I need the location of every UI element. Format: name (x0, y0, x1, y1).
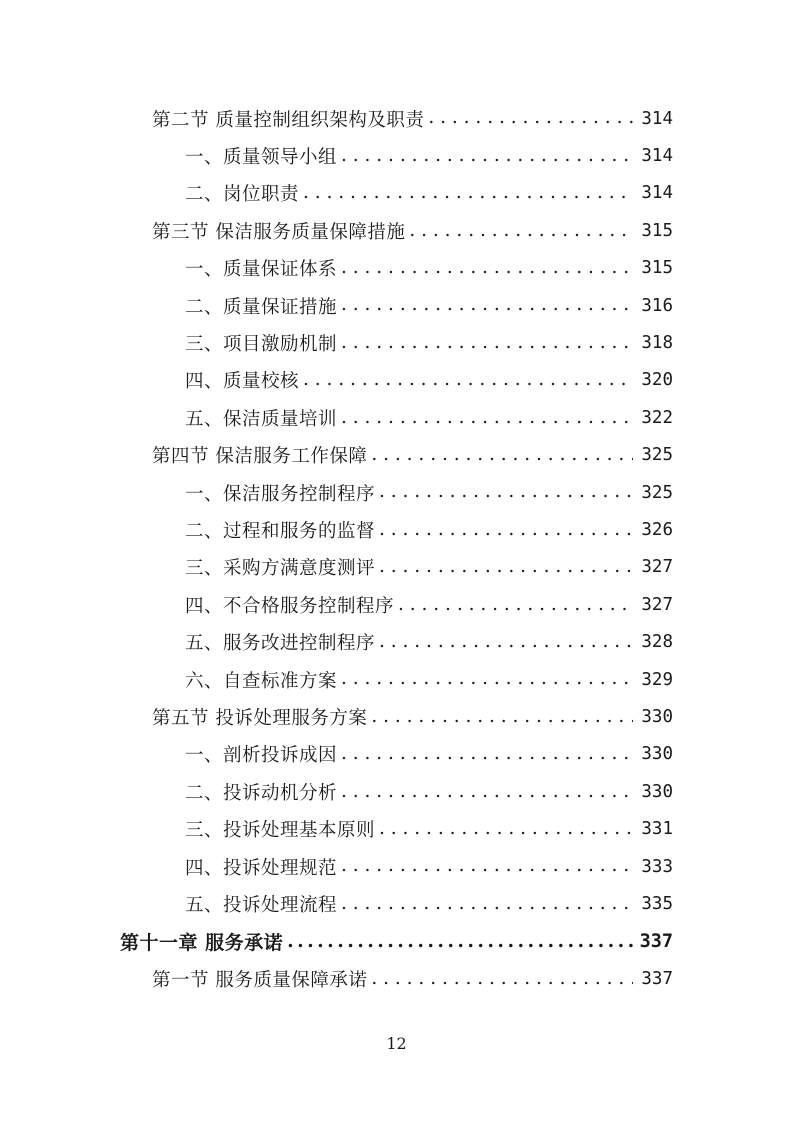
toc-entry-page: 329 (641, 669, 673, 690)
toc-entry-title: 一、质量保证体系 (185, 259, 338, 281)
toc-entry-title: 三、采购方满意度测评 (185, 558, 376, 580)
toc-entry-page: 325 (641, 482, 673, 503)
toc-leader-dots (371, 444, 633, 466)
toc-leader-dots (287, 930, 633, 953)
toc-entry[interactable] (185, 362, 673, 399)
toc-entry-title: 第十一章 服务承诺 (120, 931, 284, 954)
toc-leader-dots (398, 594, 633, 616)
toc-leader-dots (341, 743, 633, 765)
toc-leader-dots (409, 220, 633, 242)
toc-entry-title: 第三节 保洁服务质量保障措施 (152, 221, 406, 243)
toc-entry[interactable] (185, 324, 673, 361)
toc-leader-dots (341, 893, 633, 915)
toc-leader-dots (303, 182, 633, 204)
toc-entry[interactable] (185, 287, 673, 324)
toc-entry-page: 330 (641, 706, 673, 727)
toc-entry[interactable] (185, 250, 673, 287)
toc-entry-title: 一、剖析投诉成因 (185, 745, 338, 767)
toc-entry-title: 四、投诉处理规范 (185, 857, 338, 879)
toc-leader-dots (371, 968, 633, 990)
toc-entry-title: 一、质量领导小组 (185, 146, 338, 168)
toc-entry[interactable] (185, 586, 673, 623)
toc-entry-page: 337 (639, 930, 673, 952)
toc-leader-dots (341, 257, 633, 279)
toc-entry-page: 335 (641, 893, 673, 914)
toc-entry-page: 322 (641, 407, 673, 428)
toc-entry-page: 331 (641, 819, 673, 840)
toc-entry-page: 333 (641, 856, 673, 877)
toc-entry-page: 325 (641, 445, 673, 466)
toc-leader-dots (379, 818, 633, 840)
toc-entry-title: 四、质量校核 (185, 371, 300, 393)
toc-entry-title: 第五节 投诉处理服务方案 (152, 707, 368, 729)
toc-leader-dots (303, 369, 633, 391)
toc-leader-dots (341, 145, 633, 167)
toc-entry-page: 315 (641, 258, 673, 279)
toc-entry-page: 327 (641, 557, 673, 578)
toc-entry-page: 315 (641, 220, 673, 241)
toc-entry-title: 二、质量保证措施 (185, 296, 338, 318)
toc-leader-dots (371, 706, 633, 728)
toc-entry[interactable] (185, 885, 673, 922)
toc-leader-dots (341, 668, 633, 690)
toc-entry-title: 三、投诉处理基本原则 (185, 820, 376, 842)
toc-entry-page: 318 (641, 332, 673, 353)
toc-entry-title: 一、保洁服务控制程序 (185, 483, 376, 505)
toc-entry-page: 314 (641, 145, 673, 166)
toc-leader-dots (379, 519, 633, 541)
toc-entry-page: 326 (641, 519, 673, 540)
toc-entry-title: 二、过程和服务的监督 (185, 520, 376, 542)
toc-entry-title: 五、服务改进控制程序 (185, 633, 376, 655)
toc-entry[interactable] (185, 474, 673, 511)
toc-entry-title: 第一节 服务质量保障承诺 (152, 969, 368, 991)
toc-leader-dots (428, 107, 633, 129)
toc-entry-title: 六、自查标准方案 (185, 670, 338, 692)
page-number: 12 (386, 1034, 407, 1053)
toc-entry-page: 330 (641, 781, 673, 802)
toc-entry-title: 第二节 质量控制组织架构及职责 (152, 109, 425, 131)
toc-leader-dots (379, 481, 633, 503)
toc-entry-page: 330 (641, 744, 673, 765)
toc-entry-page: 337 (641, 968, 673, 989)
toc-entry-title: 五、保洁质量培训 (185, 408, 338, 430)
toc-entry-title: 第四节 保洁服务工作保障 (152, 446, 368, 468)
toc-entry-page: 314 (641, 108, 673, 129)
toc-leader-dots (341, 855, 633, 877)
toc-entry[interactable] (152, 960, 673, 997)
toc-leader-dots (341, 407, 633, 429)
toc-entry[interactable] (185, 848, 673, 885)
toc-entry[interactable] (185, 399, 673, 436)
toc-chapter-entry[interactable] (120, 923, 673, 960)
toc-entry-page: 320 (641, 370, 673, 391)
toc-entry-title: 二、投诉动机分析 (185, 782, 338, 804)
toc-leader-dots (341, 332, 633, 354)
toc-entry[interactable] (152, 698, 673, 735)
toc-leader-dots (341, 781, 633, 803)
toc-entry[interactable] (185, 511, 673, 548)
toc-entry[interactable] (152, 212, 673, 249)
toc-entry[interactable] (185, 549, 673, 586)
toc-leader-dots (379, 631, 633, 653)
toc-entry[interactable] (185, 811, 673, 848)
toc-entry[interactable] (185, 624, 673, 661)
toc-leader-dots (341, 294, 633, 316)
toc-entry-page: 314 (641, 183, 673, 204)
toc-entry[interactable] (185, 175, 673, 212)
toc-entry[interactable] (152, 100, 673, 137)
toc-leader-dots (379, 556, 633, 578)
toc-entry-title: 五、投诉处理流程 (185, 894, 338, 916)
toc-entry-title: 二、岗位职责 (185, 184, 300, 206)
toc-entry-title: 四、不合格服务控制程序 (185, 595, 395, 617)
toc-entry-page: 316 (641, 295, 673, 316)
toc-entry[interactable] (185, 736, 673, 773)
toc-entry-title: 三、项目激励机制 (185, 333, 338, 355)
toc-entry[interactable] (185, 137, 673, 174)
toc-entry-page: 327 (641, 594, 673, 615)
toc-entry-page: 328 (641, 632, 673, 653)
toc-entry[interactable] (185, 661, 673, 698)
toc-entry[interactable] (185, 773, 673, 810)
toc-entry[interactable] (152, 437, 673, 474)
